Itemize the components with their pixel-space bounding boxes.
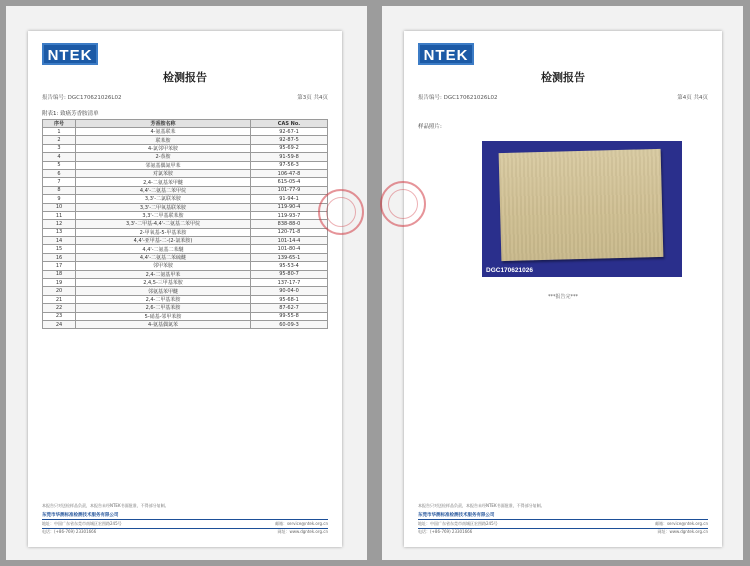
table-row bbox=[43, 287, 328, 295]
footer-address: 地址：中国广东省东莞市南城区宏图路245号 bbox=[418, 521, 498, 526]
table-cell: 11 bbox=[43, 211, 76, 219]
report-end-text: ***报告完*** bbox=[547, 294, 578, 300]
table-cell: 2,4,5-三甲基苯胺 bbox=[76, 279, 251, 287]
table-cell: 101-80-4 bbox=[251, 245, 328, 253]
footer-web: 网址：www.dgntek.org.cn bbox=[657, 529, 708, 534]
table-cell: 87-62-7 bbox=[251, 304, 328, 312]
table-cell: 2-萘胺 bbox=[76, 153, 251, 161]
table-body bbox=[43, 128, 328, 329]
table-row bbox=[43, 228, 328, 236]
ntek-logo: NTEK bbox=[42, 43, 98, 65]
table-row bbox=[43, 178, 328, 186]
table-cell: 5 bbox=[43, 161, 76, 169]
table-cell: 4 bbox=[43, 153, 76, 161]
fabric-sample bbox=[499, 149, 664, 261]
table-cell: 120-71-8 bbox=[251, 228, 328, 236]
table-row bbox=[43, 186, 328, 194]
red-seal-stamp bbox=[380, 181, 426, 227]
table-row bbox=[43, 220, 328, 228]
table-cell: 24 bbox=[43, 320, 76, 328]
table-cell: 95-69-2 bbox=[251, 144, 328, 152]
footer-line bbox=[42, 521, 328, 527]
footer-email: 邮箱：service@ntek.org.cn bbox=[274, 521, 328, 526]
table-cell: 1 bbox=[43, 128, 76, 136]
table-cell: 3,3'-二甲氧基联苯胺 bbox=[76, 203, 251, 211]
right-panel bbox=[382, 6, 743, 560]
footer-phone: 电话：(+86-769) 23301666 bbox=[418, 529, 473, 534]
table-header-row bbox=[43, 120, 328, 128]
page-title: 检测报告 bbox=[541, 71, 585, 84]
footer-company: 东莞市华测标准检测技术服务有限公司 bbox=[418, 512, 708, 520]
table-row bbox=[43, 320, 328, 328]
table-cell: 106-47-8 bbox=[251, 169, 328, 177]
table-row bbox=[43, 169, 328, 177]
table-cell: 60-09-3 bbox=[251, 320, 328, 328]
table-cell: 16 bbox=[43, 253, 76, 261]
table-cell: 4-氨基联苯 bbox=[76, 128, 251, 136]
table-cell: 3,3'-二甲基联苯胺 bbox=[76, 211, 251, 219]
table-cell: 95-80-7 bbox=[251, 270, 328, 278]
table-cell: 119-90-4 bbox=[251, 203, 328, 211]
table-cell: 邻氨基偶氮甲苯 bbox=[76, 161, 251, 169]
table-cell: 10 bbox=[43, 203, 76, 211]
left-panel bbox=[6, 6, 367, 560]
table-cell: 8 bbox=[43, 186, 76, 194]
table-row bbox=[43, 161, 328, 169]
table-cell: 92-67-1 bbox=[251, 128, 328, 136]
amine-table bbox=[42, 119, 328, 329]
table-row bbox=[43, 245, 328, 253]
table-row bbox=[43, 295, 328, 303]
table-cell: 3 bbox=[43, 144, 76, 152]
table-cell: 14 bbox=[43, 237, 76, 245]
table-row bbox=[43, 136, 328, 144]
table-cell: 22 bbox=[43, 304, 76, 312]
table-cell: 5-硝基-邻甲苯胺 bbox=[76, 312, 251, 320]
column-header: 序号 bbox=[43, 120, 76, 128]
table-cell: 91-59-8 bbox=[251, 153, 328, 161]
footer-email: 邮箱：service@ntek.org.cn bbox=[654, 521, 708, 526]
table-cell: 95-53-4 bbox=[251, 262, 328, 270]
table-cell: 90-04-0 bbox=[251, 287, 328, 295]
table-row bbox=[43, 195, 328, 203]
table-cell: 92-87-5 bbox=[251, 136, 328, 144]
table-cell: 3,3'-二甲基-4,4'-二氨基二苯甲烷 bbox=[76, 220, 251, 228]
table-cell: 91-94-1 bbox=[251, 195, 328, 203]
column-header: 芳香胺名称 bbox=[76, 120, 251, 128]
table-row bbox=[43, 153, 328, 161]
table-row bbox=[43, 304, 328, 312]
table-cell: 12 bbox=[43, 220, 76, 228]
table-cell: 2,4-二氨基甲苯 bbox=[76, 270, 251, 278]
table-cell: 17 bbox=[43, 262, 76, 270]
photo-id: DGC170621026 bbox=[486, 267, 533, 274]
sample-photo-label: 样品照片: bbox=[418, 124, 442, 130]
footer-web: 网址：www.dgntek.org.cn bbox=[277, 529, 328, 534]
table-cell: 139-65-1 bbox=[251, 253, 328, 261]
footer-company: 东莞市华测标准检测技术服务有限公司 bbox=[42, 512, 328, 520]
table-cell: 21 bbox=[43, 295, 76, 303]
table-row bbox=[43, 262, 328, 270]
page-number: 第4页 共4页 bbox=[677, 95, 708, 101]
table-cell: 4-氨基偶氮苯 bbox=[76, 320, 251, 328]
table-cell: 3,3'-二氯联苯胺 bbox=[76, 195, 251, 203]
table-cell: 6 bbox=[43, 169, 76, 177]
table-cell: 119-93-7 bbox=[251, 211, 328, 219]
page-footer bbox=[418, 503, 708, 535]
table-cell: 2-甲氧基-5-甲基苯胺 bbox=[76, 228, 251, 236]
footer-note: 本报告只对送检样品负责，本报告未经NTEK书面批准，不得部分复制。 bbox=[418, 503, 545, 508]
report-page-3 bbox=[28, 31, 342, 547]
table-cell: 4,4'-二氨基二苯甲烷 bbox=[76, 186, 251, 194]
table-caption: 附表1: 致癌芳香胺清单 bbox=[42, 111, 99, 117]
column-header: CAS No. bbox=[251, 120, 328, 128]
table-cell: 4,4'-二氨基二苯硫醚 bbox=[76, 253, 251, 261]
table-cell: 对氯苯胺 bbox=[76, 169, 251, 177]
table-cell: 19 bbox=[43, 279, 76, 287]
footer-address: 地址：中国广东省东莞市南城区宏图路245号 bbox=[42, 521, 122, 526]
table-cell: 4,4'-亚甲基-二-(2-氯苯胺) bbox=[76, 237, 251, 245]
table-cell: 2,4-二甲基苯胺 bbox=[76, 295, 251, 303]
red-seal-stamp bbox=[318, 189, 364, 235]
table-cell: 2 bbox=[43, 136, 76, 144]
table-row bbox=[43, 144, 328, 152]
table-row bbox=[43, 237, 328, 245]
table-row bbox=[43, 211, 328, 219]
table-cell: 4-氯邻甲苯胺 bbox=[76, 144, 251, 152]
table-cell: 18 bbox=[43, 270, 76, 278]
ntek-logo: NTEK bbox=[418, 43, 474, 65]
report-number: 报告编号: DGC170621026L02 bbox=[42, 95, 122, 101]
table-cell: 137-17-7 bbox=[251, 279, 328, 287]
table-row bbox=[43, 312, 328, 320]
table-cell: 20 bbox=[43, 287, 76, 295]
table-cell: 邻氨基苯甲醚 bbox=[76, 287, 251, 295]
table-cell: 13 bbox=[43, 228, 76, 236]
table-cell: 23 bbox=[43, 312, 76, 320]
footer-note: 本报告只对送检样品负责，本报告未经NTEK书面批准，不得部分复制。 bbox=[42, 503, 169, 508]
sample-photo bbox=[482, 141, 682, 277]
footer-line bbox=[42, 528, 328, 535]
table-cell: 7 bbox=[43, 178, 76, 186]
report-page-4 bbox=[404, 31, 722, 547]
report-meta bbox=[42, 93, 328, 101]
table-row bbox=[43, 270, 328, 278]
table-cell: 99-55-8 bbox=[251, 312, 328, 320]
table-cell: 615-05-4 bbox=[251, 178, 328, 186]
table-cell: 838-88-0 bbox=[251, 220, 328, 228]
footer-line bbox=[418, 528, 708, 535]
table-row bbox=[43, 203, 328, 211]
table-row bbox=[43, 128, 328, 136]
table-cell: 9 bbox=[43, 195, 76, 203]
report-meta bbox=[418, 93, 708, 101]
footer-phone: 电话：(+86-769) 23301666 bbox=[42, 529, 97, 534]
table-cell: 2,4-二氨基苯甲醚 bbox=[76, 178, 251, 186]
table-cell: 2,6-二甲基苯胺 bbox=[76, 304, 251, 312]
table-cell: 联苯胺 bbox=[76, 136, 251, 144]
table-row bbox=[43, 279, 328, 287]
table-cell: 97-56-3 bbox=[251, 161, 328, 169]
table-cell: 101-77-9 bbox=[251, 186, 328, 194]
table-cell: 95-68-1 bbox=[251, 295, 328, 303]
page-number: 第3页 共4页 bbox=[297, 95, 328, 101]
page-footer bbox=[42, 503, 328, 535]
page-title: 检测报告 bbox=[163, 71, 207, 84]
table-row bbox=[43, 253, 328, 261]
table-cell: 邻甲苯胺 bbox=[76, 262, 251, 270]
report-number: 报告编号: DGC170621026L02 bbox=[418, 95, 498, 101]
table-cell: 101-14-4 bbox=[251, 237, 328, 245]
table-cell: 15 bbox=[43, 245, 76, 253]
footer-line bbox=[418, 521, 708, 527]
table-cell: 4,4'-二氨基二苯醚 bbox=[76, 245, 251, 253]
